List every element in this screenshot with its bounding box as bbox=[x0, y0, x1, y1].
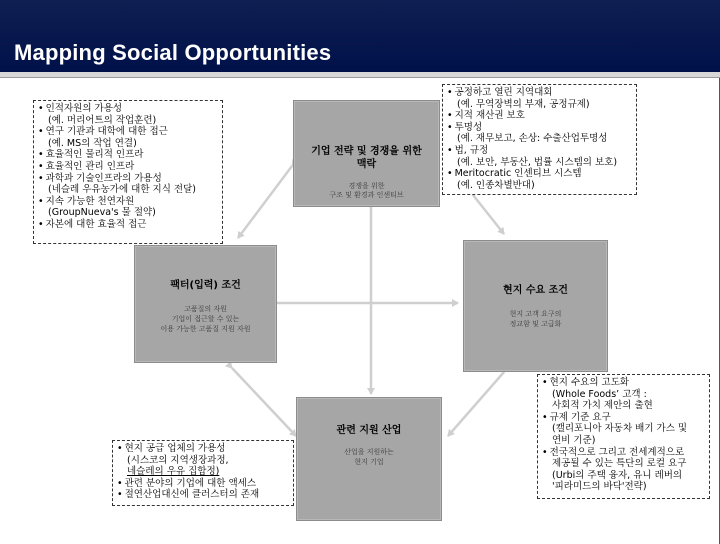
note-item: (네슬레 우유농가에 대한 지식 전달) bbox=[48, 184, 196, 196]
note-item: • Meritocratic 인센티브 시스템 bbox=[447, 168, 632, 180]
page-title: Mapping Social Opportunities bbox=[14, 40, 332, 65]
note-item: (예. 머리어트의 작업훈련) bbox=[48, 114, 157, 126]
node-related-sub-line2: 현지 기업 bbox=[354, 458, 384, 466]
note-item: • 투명성 bbox=[447, 122, 632, 134]
note-item: • 현지 공급 업체의 가용성 bbox=[117, 443, 289, 455]
note-item: • 인적자원의 가용성 bbox=[38, 103, 218, 115]
node-related-title: 관련 지원 산업 bbox=[336, 425, 402, 436]
note-item: (Urbi의 주택 융자, 유니 레버의 bbox=[552, 469, 683, 481]
note-item: • 절연산업대신에 클러스터의 존재 bbox=[117, 489, 289, 501]
node-related-industries bbox=[296, 397, 442, 521]
note-item: 사회적 가치 제안의 출현 bbox=[552, 400, 653, 412]
node-strategy-title-line1: 기업 전략 및 경쟁을 위한 bbox=[311, 146, 422, 157]
note-item: • 지속 가능한 천연자원 bbox=[38, 196, 218, 208]
note-item: • 전국적으로 그리고 전세계적으로 bbox=[542, 447, 705, 459]
note-item: • 자본에 대한 효율적 접근 bbox=[38, 219, 218, 231]
note-item: • 효율적인 관리 인프라 bbox=[38, 161, 218, 173]
note-item: (예. 인종차별반대) bbox=[457, 179, 535, 191]
node-factor-sub-line1: 고품질의 자원 bbox=[184, 305, 227, 313]
note-item: (캘리포니아 자동차 배기 가스 및 bbox=[552, 423, 688, 435]
note-related-industries bbox=[112, 440, 294, 506]
note-item: 제공될 수 있는 특단의 로컬 요구 bbox=[552, 458, 687, 470]
node-strategy-sub-line1: 경쟁을 위한 bbox=[348, 182, 385, 190]
note-item: • 공정하고 열린 지역대회 bbox=[447, 87, 632, 99]
note-item: • 연구 기관과 대학에 대한 접근 bbox=[38, 126, 218, 138]
note-item: • 지적 재산권 보호 bbox=[447, 110, 632, 122]
node-demand-sub-line2: 정교함 및 고급화 bbox=[509, 320, 562, 328]
note-item: 네슬레의 우유 집합정) bbox=[127, 466, 220, 478]
node-strategy-context bbox=[293, 100, 440, 207]
connector-demand-related bbox=[448, 372, 504, 436]
node-demand-sub-line1: 현지 고객 요구의 bbox=[509, 310, 562, 318]
node-factor-sub-line2: 기업이 접근할 수 있는 bbox=[171, 315, 240, 323]
node-related-sub-line1: 산업을 지원하는 bbox=[344, 448, 394, 456]
note-item: 연비 기준) bbox=[552, 434, 596, 446]
note-item: • 관련 분야의 기업에 대한 액세스 bbox=[117, 478, 289, 490]
node-demand-title: 현지 수요 조건 bbox=[503, 285, 568, 296]
note-item: (예. 재무보고, 손상: 수출산업투명성 bbox=[457, 133, 608, 145]
note-item: (예. 무역장벽의 부재, 공정규제) bbox=[457, 98, 590, 110]
note-strategy-context bbox=[442, 84, 637, 195]
note-item: • 과학과 기술인프라의 가용성 bbox=[38, 173, 218, 185]
node-factor-conditions bbox=[134, 245, 277, 363]
note-item: (시스코의 지역생장과정, bbox=[127, 454, 229, 466]
note-item: • 법, 규정 bbox=[447, 145, 632, 157]
note-item: • 현지 수요의 고도화 bbox=[542, 377, 705, 389]
note-item: '피라미드의 바닥'전략) bbox=[552, 481, 647, 493]
connector-strategy-factor bbox=[238, 166, 292, 238]
note-item: (예. MS의 작업 연결) bbox=[48, 137, 137, 149]
note-demand-conditions bbox=[537, 374, 710, 499]
note-item: (예. 보안, 부동산, 법률 시스템의 보호) bbox=[457, 156, 618, 168]
note-item: • 효율적인 물리적 인프라 bbox=[38, 149, 218, 161]
connector-factor-related bbox=[232, 368, 296, 436]
node-factor-title: 팩터(입력) 조건 bbox=[170, 280, 241, 291]
note-item: (GroupNueva's 물 절약) bbox=[48, 207, 156, 219]
note-item: (Whole Foods’ 고객 : bbox=[552, 388, 647, 400]
node-demand-conditions bbox=[463, 240, 608, 372]
note-item: • 규제 기준 요구 bbox=[542, 412, 705, 424]
node-strategy-title-line2: 맥락 bbox=[356, 159, 377, 170]
node-strategy-sub-line2: 구조 및 환경과 인센티브 bbox=[329, 191, 404, 199]
note-factor-conditions bbox=[33, 100, 223, 244]
node-factor-sub-line3: 이용 가능한 고품질 지원 자원 bbox=[160, 325, 251, 333]
